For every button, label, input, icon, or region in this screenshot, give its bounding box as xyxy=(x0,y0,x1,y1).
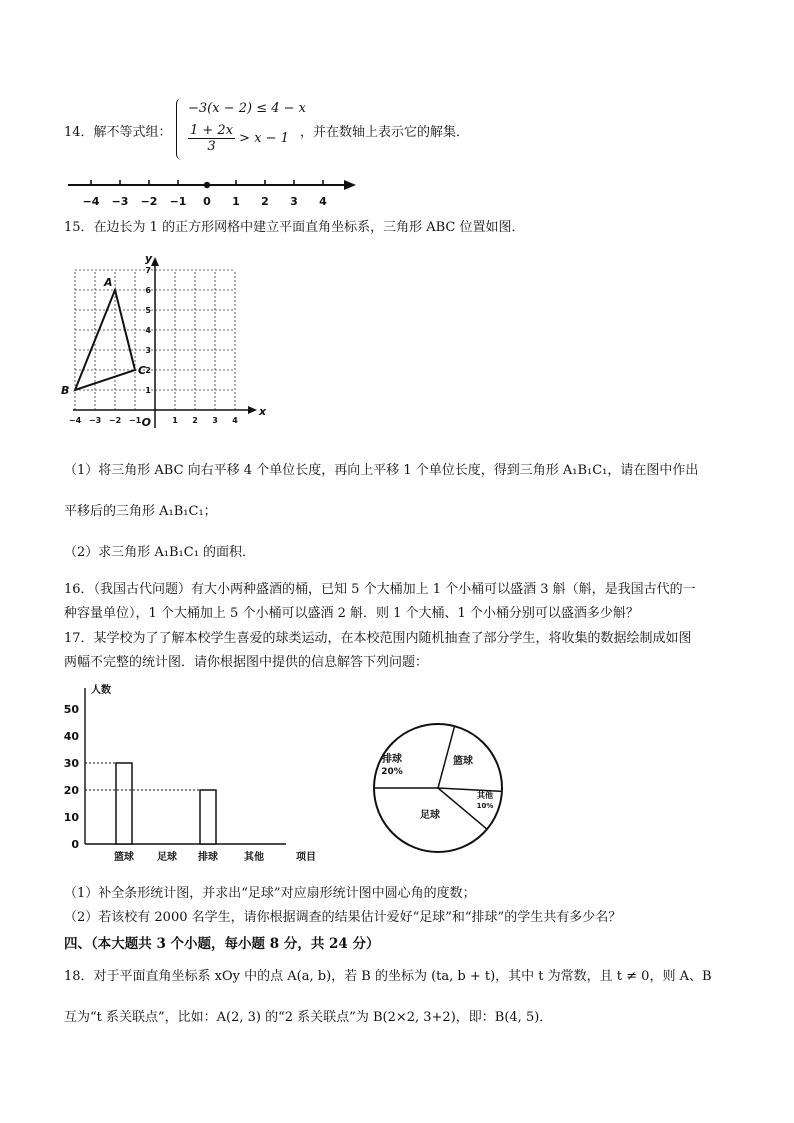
x-tick-label: −3 xyxy=(88,416,102,425)
number-line-label: −2 xyxy=(140,195,158,208)
q14-number-line xyxy=(60,172,360,212)
pie-slice-label: 篮球 xyxy=(453,756,473,767)
number-line-label: 0 xyxy=(203,195,211,208)
origin-label: O xyxy=(141,416,151,429)
number-line-label: −4 xyxy=(82,195,100,208)
q15-part1-line2: 平移后的三角形 A₁B₁C₁； xyxy=(64,504,217,519)
number-line-label: 3 xyxy=(290,195,298,208)
bar-y-tick-label: 50 xyxy=(63,703,79,716)
pie-slice-label: 排球 xyxy=(382,754,402,765)
bar-y-tick-label: 40 xyxy=(63,730,79,743)
q17-line2: 两幅不完整的统计图．请你根据图中提供的信息解答下列问题： xyxy=(64,655,429,670)
q14-suffix: ，并在数轴上表示它的解集． xyxy=(300,125,470,140)
number-line-label: 2 xyxy=(261,195,269,208)
pie-slice-percent: 20% xyxy=(381,767,403,777)
q15-stem: 15．在边长为 1 的正方形网格中建立平面直角坐标系，三角形 ABC 位置如图． xyxy=(64,220,525,235)
bar-category-label: 排球 xyxy=(198,852,218,863)
pie-slice-label: 其他 xyxy=(477,791,493,800)
q14-system-brace xyxy=(176,98,185,160)
bar-category-label: 篮球 xyxy=(114,852,134,863)
q14-origin-dot xyxy=(204,182,210,188)
q14-prefix: 14．解不等式组： xyxy=(64,125,172,140)
q14-ineq2-numerator: 1 + 2x xyxy=(190,123,234,138)
y-tick-label: 4 xyxy=(145,326,151,335)
y-tick-label: 2 xyxy=(145,366,151,375)
y-tick-label: 6 xyxy=(145,286,151,295)
y-tick-label: 1 xyxy=(145,386,151,395)
bar-category-label: 其他 xyxy=(244,852,264,863)
bar-y-tick-label: 30 xyxy=(63,757,79,770)
q15-part1-line1: （1）将三角形 ABC 向右平移 4 个单位长度，再向上平移 1 个单位长度，得到三角形 A₁B₁C₁，请在图中作出 xyxy=(64,463,699,478)
q17-part1: （1）补全条形统计图，并求出“足球”对应扇形统计图中圆心角的度数； xyxy=(64,886,476,901)
x-tick-label: −2 xyxy=(108,416,122,425)
q18-line2: 互为“t 系关联点”，比如：A(2, 3) 的“2 系关联点”为 B(2×2, 3+2)，即：B(4, 5)． xyxy=(64,1010,553,1025)
q17-part2: （2）若该校有 2000 名学生，请你根据调查的结果估计爱好“足球”和“排球”的学生共有多少名？ xyxy=(64,910,622,925)
number-line-label: −1 xyxy=(169,195,187,208)
x-tick-label: 4 xyxy=(232,416,238,425)
pie-slice-percent: 10% xyxy=(476,802,494,810)
bar-y-tick-label: 0 xyxy=(71,838,79,851)
bar-chart xyxy=(58,678,338,868)
y-tick-label: 5 xyxy=(145,306,151,315)
triangle-abc xyxy=(75,290,135,390)
pie-chart xyxy=(368,718,508,858)
vertex-label-a: A xyxy=(104,276,113,289)
q14-ineq2-denominator: 3 xyxy=(207,139,216,154)
x-axis-label: x xyxy=(259,405,267,418)
q14-inequality-1: −3(x − 2) ≤ 4 − x xyxy=(188,101,306,116)
bar-category-label: 足球 xyxy=(157,852,177,863)
q18-line1: 18．对于平面直角坐标系 xOy 中的点 A(a, b)，若 B 的坐标为 (ta, b + t)，其中 t 为常数，且 t ≠ 0，则 A、B xyxy=(64,969,712,984)
q17-line1: 17．某学校为了了解本校学生喜爱的球类运动，在本校范围内随机抽查了部分学生，将收集的数据绘制成如图 xyxy=(64,631,692,646)
y-axis-arrow xyxy=(151,257,159,266)
x-tick-label: 3 xyxy=(212,416,218,425)
bar-x-label: 项目 xyxy=(296,852,316,863)
q16-line2: 种容量单位），1 个大桶加上 5 个小桶可以盛酒 2 斛．则 1 个大桶、1 个小桶分别可以盛酒多少斛？ xyxy=(64,606,639,621)
number-line-label: −3 xyxy=(111,195,129,208)
pie-slice-label: 足球 xyxy=(420,810,440,821)
x-axis-arrow xyxy=(248,406,257,414)
x-tick-label: −1 xyxy=(128,416,142,425)
section4-heading: 四、（本大题共 3 个小题，每小题 8 分，共 24 分） xyxy=(64,936,380,952)
vertex-label-b: B xyxy=(61,384,70,397)
number-line-label: 1 xyxy=(232,195,240,208)
bar-y-label: 人数 xyxy=(91,685,111,696)
x-tick-label: 1 xyxy=(172,416,178,425)
y-tick-label: 7 xyxy=(145,266,151,275)
y-axis-label: y xyxy=(145,252,153,265)
q14-inequality-2 xyxy=(188,123,289,154)
q16-line1: 16．（我国古代问题）有大小两种盛酒的桶，已知 5 个大桶加上 1 个小桶可以盛酒 3 斛（斛，是我国古代的一 xyxy=(64,582,696,597)
x-tick-label: −4 xyxy=(68,416,82,425)
bar-y-tick-label: 20 xyxy=(63,784,79,797)
x-tick-label: 2 xyxy=(192,416,198,425)
bar-排球 xyxy=(200,790,216,844)
q15-coordinate-grid xyxy=(60,240,280,435)
vertex-label-c: C xyxy=(138,364,147,377)
q14-ineq2-rest: > x − 1 xyxy=(239,131,289,146)
bar-y-tick-label: 10 xyxy=(63,811,79,824)
number-line-label: 4 xyxy=(319,195,327,208)
q15-part2: （2）求三角形 A₁B₁C₁ 的面积． xyxy=(64,545,256,560)
y-tick-label: 3 xyxy=(145,346,151,355)
bar-篮球 xyxy=(116,763,132,844)
